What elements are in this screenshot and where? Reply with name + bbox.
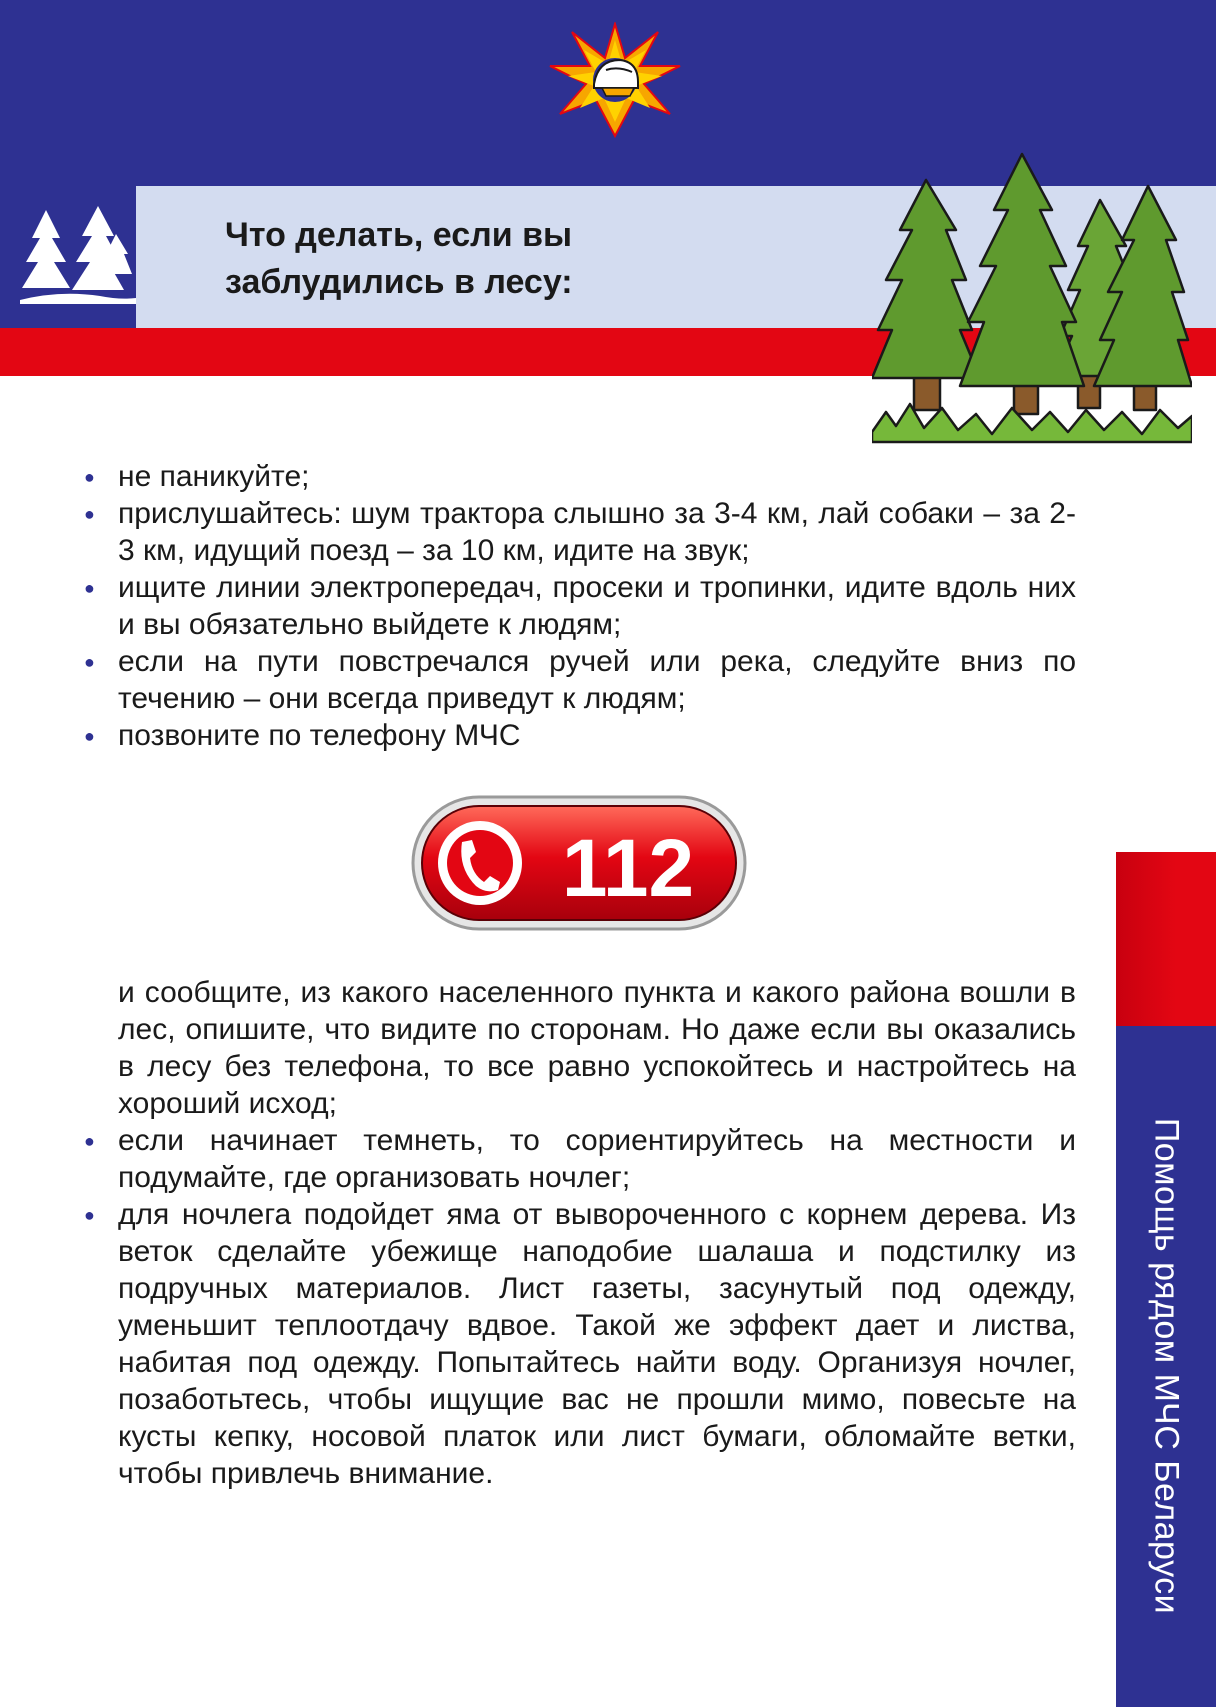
emergency-112-button[interactable]	[410, 794, 748, 932]
phone-icon	[438, 821, 522, 905]
list-item: ● для ночлега подойдет яма от вывороченного с корнем дерева. Из веток сделайте убежище наподобие шалаша и подстилку из подручных материалов. Лист газеты, засунутый под одежду, уменьшит теплоотдачу вдвое. Такой же эффект дает и листва, набитая под одежду. Попытайтесь найти воду. Организуя ночлег, позаботьтесь, чтобы ищущие вас не прошли мимо, повесьте на кусты кепку, носовой платок или лист бумаги, обломайте ветки, чтобы привлечь внимание.	[80, 1196, 1076, 1492]
list-item: ● прислушайтесь: шум трактора слышно за 3-4 км, лай собаки – за 2-3 км, идущий поезд – за 10 км, идите на звук;	[80, 495, 1076, 569]
list-item: ● если на пути повстречался ручей или река, следуйте вниз по течению – они всегда приведут к людям;	[80, 643, 1076, 717]
trees-illustration	[872, 150, 1192, 450]
title-line-1: Что делать, если вы	[225, 216, 573, 254]
side-banner-text: Помощь рядом МЧС Беларуси	[1147, 1117, 1186, 1615]
list-item: ● если начинает темнеть, то сориентируйтесь на местности и подумайте, где организовать ночлег;	[80, 1122, 1076, 1196]
emergency-number: 112	[561, 823, 695, 914]
list-item: ● позвоните по телефону МЧС	[80, 717, 1076, 754]
page-title	[225, 212, 573, 306]
list-item: ● ищите линии электропередач, просеки и тропинки, идите вдоль них и вы обязательно выйдете к людям;	[80, 569, 1076, 643]
advice-list-top	[80, 458, 1076, 754]
title-line-2: заблудились в лесу:	[225, 263, 573, 301]
list-item: и сообщите, из какого населенного пункта и какого района вошли в лес, опишите, что видите по сторонам. Но даже если вы оказались в лесу без телефона, то все равно успокойтесь и настройтесь на хороший исход;	[118, 976, 1076, 1120]
side-banner-red	[1116, 852, 1216, 1026]
mchs-emblem-icon	[546, 22, 684, 138]
forest-icon	[20, 204, 136, 304]
list-item: ● не паникуйте;	[80, 458, 1076, 495]
advice-list-bottom	[80, 974, 1076, 1492]
